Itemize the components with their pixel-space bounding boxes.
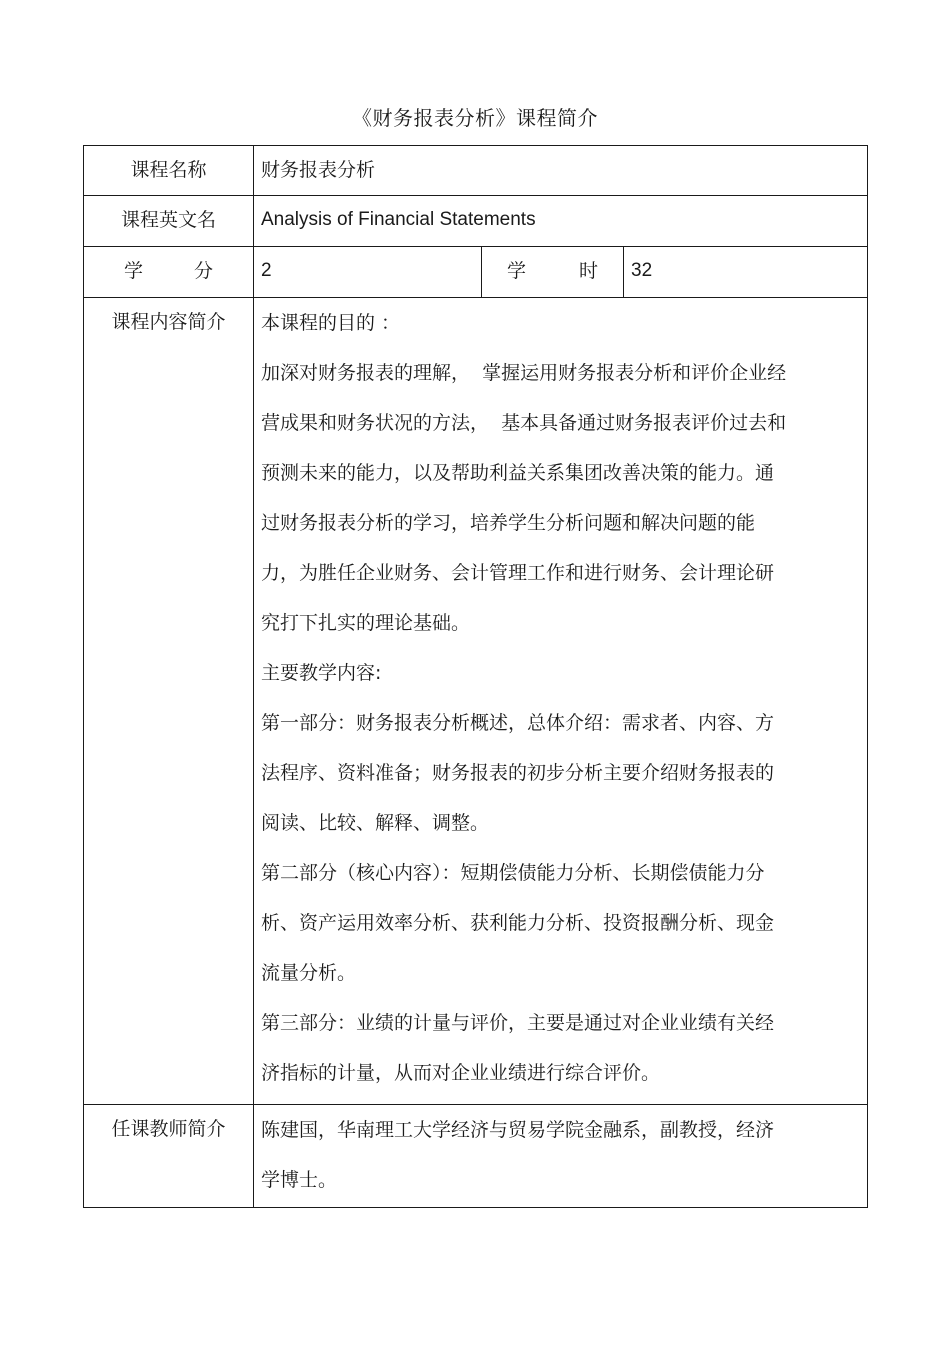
content-intro-row bbox=[84, 298, 868, 1105]
credits-value: 2 bbox=[261, 260, 272, 281]
english-name-value-cell bbox=[254, 196, 868, 247]
course-info-table bbox=[83, 145, 868, 1208]
content-line: 济指标的计量，从而对企业业绩进行综合评价。 bbox=[261, 1062, 661, 1084]
content-line: 预测未来的能力，以及帮助利益关系集团改善决策的能力。通 bbox=[261, 462, 775, 484]
content-line: 析、资产运用效率分析、获利能力分析、投资报酬分析、现金 bbox=[261, 912, 775, 934]
content-line: 第三部分：业绩的计量与评价，主要是通过对企业业绩有关经 bbox=[261, 1012, 775, 1034]
content-line: 力，为胜任企业财务、会计管理工作和进行财务、会计理论研 bbox=[261, 562, 775, 584]
content-intro-text bbox=[261, 298, 867, 1104]
content-line: 阅读、比较、解释、调整。 bbox=[261, 812, 490, 834]
english-name-label: 课程英文名 bbox=[120, 209, 216, 231]
english-name-row bbox=[84, 196, 868, 247]
content-line: 究打下扎实的理论基础。 bbox=[261, 612, 471, 634]
hours-label bbox=[482, 247, 623, 295]
hours-value-cell bbox=[624, 247, 868, 298]
teacher-intro-text bbox=[261, 1105, 867, 1207]
content-line: 法程序、资料准备；财务报表的初步分析主要介绍财务报表的 bbox=[261, 762, 775, 784]
content-line: 本课程的目的 ： bbox=[261, 312, 401, 334]
content-line: 流量分析。 bbox=[261, 962, 357, 984]
content-intro-value-cell bbox=[254, 298, 868, 1105]
credits-value-cell bbox=[254, 247, 482, 298]
teacher-line: 学博士。 bbox=[261, 1169, 338, 1191]
teacher-line: 陈建国，华南理工大学经济与贸易学院金融系，副教授，经济 bbox=[261, 1119, 775, 1141]
content-line: 第二部分（核心内容）：短期偿债能力分析、长期偿债能力分 bbox=[261, 862, 765, 884]
content-line: 主要教学内容: bbox=[261, 662, 382, 684]
credits-label-char-1: 学 bbox=[124, 260, 144, 282]
english-name-label-cell bbox=[84, 196, 254, 247]
course-name-value-cell bbox=[254, 146, 868, 196]
hours-value: 32 bbox=[631, 260, 653, 281]
content-line: 营成果和财务状况的方法， 基本具备通过财务报表评价过去和 bbox=[261, 412, 787, 434]
credits-label bbox=[84, 247, 253, 295]
course-name-label-cell bbox=[84, 146, 254, 196]
content-intro-label: 课程内容简介 bbox=[111, 311, 226, 333]
course-name-row bbox=[84, 146, 868, 196]
content-intro-label-cell bbox=[84, 298, 254, 1105]
credits-label-char-2: 分 bbox=[193, 260, 213, 282]
content-line: 第一部分：财务报表分析概述，总体介绍：需求者、内容、方 bbox=[261, 712, 775, 734]
page-title: 《财务报表分析》课程简介 bbox=[352, 106, 598, 130]
teacher-intro-label: 任课教师简介 bbox=[111, 1118, 226, 1140]
content-line: 过财务报表分析的学习，培养学生分析问题和解决问题的能 bbox=[261, 512, 756, 534]
course-name-label: 课程名称 bbox=[130, 159, 207, 181]
content-line: 加深对财务报表的理解， 掌握运用财务报表分析和评价企业经 bbox=[261, 362, 787, 384]
course-name-value: 财务报表分析 bbox=[261, 159, 376, 181]
credits-hours-row bbox=[84, 247, 868, 298]
hours-label-char-1: 学 bbox=[507, 260, 527, 282]
credits-label-cell bbox=[84, 247, 254, 298]
hours-label-cell bbox=[482, 247, 624, 298]
teacher-intro-row bbox=[84, 1105, 868, 1208]
english-name-value: Analysis of Financial Statements bbox=[261, 209, 536, 230]
hours-label-char-2: 时 bbox=[578, 260, 598, 282]
teacher-intro-value-cell bbox=[254, 1105, 868, 1208]
teacher-intro-label-cell bbox=[84, 1105, 254, 1208]
